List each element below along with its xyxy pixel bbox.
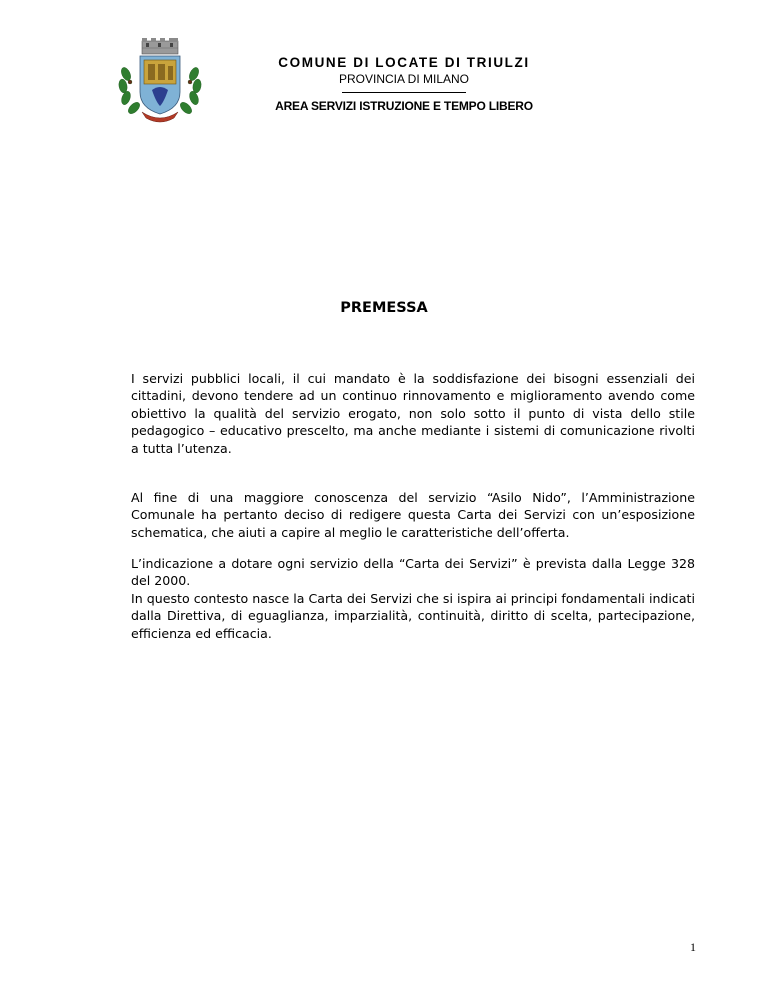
department-name: AREA SERVIZI ISTRUZIONE E TEMPO LIBERO (275, 99, 533, 113)
coat-of-arms-icon (112, 38, 208, 124)
paragraph-intro: I servizi pubblici locali, il cui mandato è la soddisfazione dei bisogni essenziali dei cittadini, devono tendere ad un continuo rinnovamento e miglioramento avendo come obiettivo la qualità del servizio erogato, non solo sotto il punto di vista dello stile pedagogico – educativo prescelto, ma anche mediante i sistemi di comunicazione rivolti a tutta l’utenza. (131, 371, 695, 456)
paragraph-principi: In questo contesto nasce la Carta dei Servizi che si ispira ai principi fondamentali indicati dalla Direttiva, di eguaglianza, imparzialità, continuità, diritto di scelta, partecipazione, efficienza ed efficacia. (131, 591, 695, 641)
header-divider (342, 92, 466, 93)
shield (140, 56, 180, 114)
crown (142, 38, 178, 54)
paragraph-legge: L’indicazione a dotare ogni servizio della “Carta dei Servizi” è prevista dalla Legge 328 del 2000. (131, 556, 695, 589)
page-number: 1 (690, 940, 696, 954)
municipality-name: COMUNE DI LOCATE DI TRIULZI (278, 55, 530, 70)
paragraph-asilo-nido: Al fine di una maggiore conoscenza del servizio “Asilo Nido”, l’Amministrazione Comunale ha pertanto deciso di redigere questa Carta dei Servizi con un’esposizione schematica, che aiuti a capire al meglio le caratteristiche dell’offerta. (131, 490, 695, 540)
province-name: PROVINCIA DI MILANO (338, 72, 470, 86)
section-heading: PREMESSA (340, 300, 428, 316)
